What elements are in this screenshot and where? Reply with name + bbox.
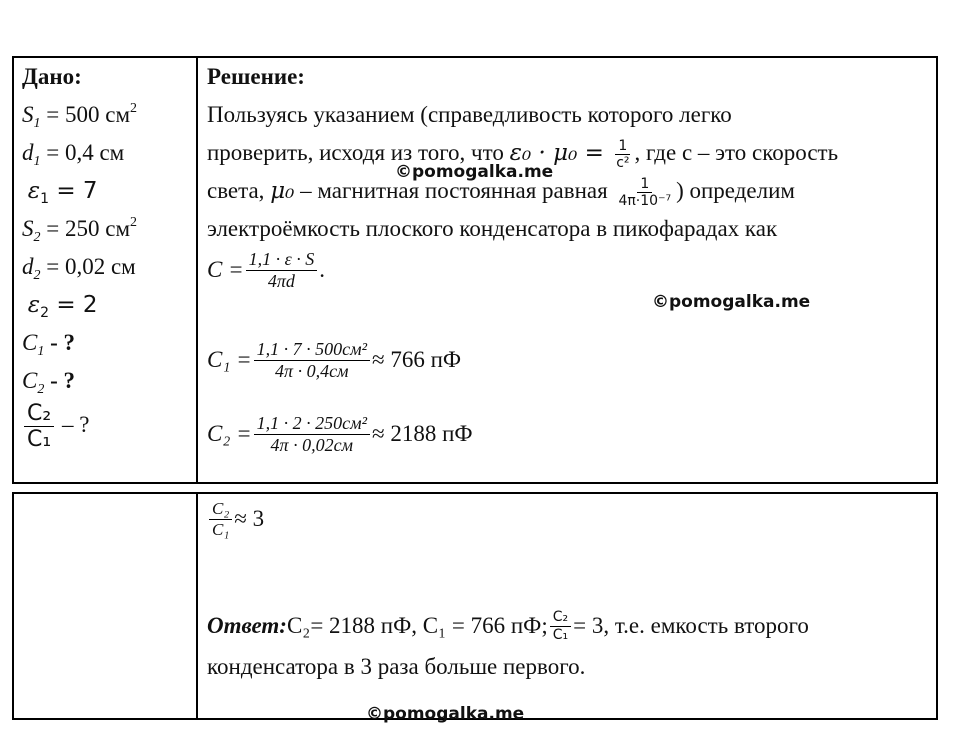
given-title: Дано:: [22, 64, 82, 89]
solution-line-1: Пользуясь указанием (справедливость которого легко: [207, 102, 732, 127]
solution-line-4: электроёмкость плоского конденсатора в пикофарадах как: [207, 216, 778, 241]
capacitance-formula: C = $\frac{1,1 \cdot \varepsilon \cdot S}{4\pi d}$ .: [207, 249, 325, 291]
solution-line-2: проверить, исходя из того, что ε₀ · μ₀ = $\frac{1}{\text{c²}}$ , где c – это скорость: [207, 137, 839, 172]
given-ratio: $\frac{\text{C₂}}{\text{C₁}}$ – ?: [22, 402, 192, 458]
given-c1: $C_1$ - ?: [22, 330, 76, 359]
ratio-result: $\frac{\text{C₂}}{\text{C₁}}$ ≈ 3: [207, 500, 264, 539]
given-d2: $d_2 = 0,02$ см: [22, 254, 136, 283]
solution-column: [207, 60, 927, 250]
answer-line-1: Ответ: C₂= 2188 пФ, C₁ = 766 пФ; $\frac{\text{C₂}}{\text{C₁}}$ = 3, т.е. емкость второго: [207, 609, 809, 643]
given-s1: $S_1 = 500$ $см^2$: [22, 101, 137, 131]
solution-line-3: света, μ₀ – магнитная постоянная равная $\frac{1}{\text{4π·10⁻⁷}}$ ) определим: [207, 175, 795, 210]
column-divider: [196, 58, 198, 482]
given-d1: $d_1 = 0,4$ см: [22, 140, 125, 169]
given-c2: $C_2$ - ?: [22, 368, 76, 397]
given-s2: $S_2 = 250$ $см^2$: [22, 215, 137, 245]
solution-title: Решение:: [207, 64, 305, 89]
answer-line-2: конденсатора в 3 раза больше первого.: [207, 654, 586, 679]
given-eps2: $\varepsilon_2 = 2$: [27, 292, 98, 321]
watermark: ©pomogalka.me: [652, 292, 811, 312]
watermark: ©pomogalka.me: [366, 704, 525, 724]
given-eps1: $\varepsilon_1 = 7$: [27, 178, 98, 207]
c2-calculation: C₂ = $\frac{\text{1,1 · 2 · 250см²}}{4\pi \cdot 0,02см}$ ≈ 2188 пФ: [207, 413, 473, 455]
given-solution-table: [12, 56, 938, 484]
column-divider: [196, 494, 198, 718]
result-table: [12, 492, 938, 720]
c1-calculation: C₁ = $\frac{\text{1,1 · 7 · 500см²}}{4\pi \cdot 0,4см}$ ≈ 766 пФ: [207, 339, 462, 381]
watermark: ©pomogalka.me: [395, 162, 554, 182]
given-column: [22, 60, 192, 458]
